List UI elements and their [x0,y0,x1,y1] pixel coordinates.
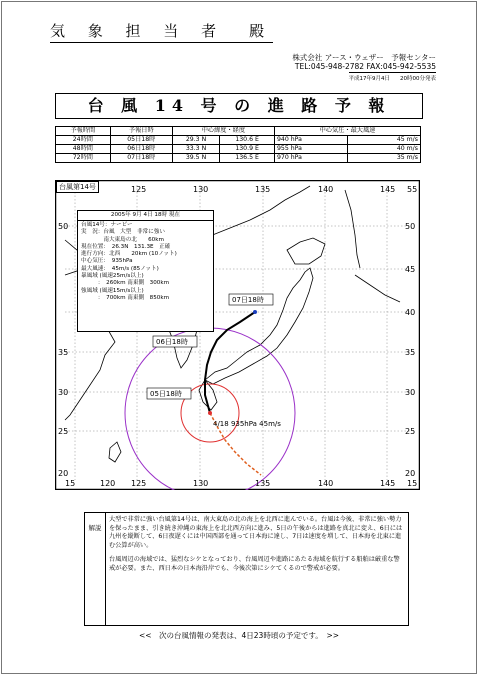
header-latlon: 中心緯度・経度 [172,127,274,136]
lon-tick-top: 130 [193,185,209,194]
cell-pressure: 955 hPa [274,145,347,154]
lon-tick: 130 [193,479,209,488]
status-line: 南大東島の北 60km [81,236,164,243]
day7-position-marker [253,310,257,314]
cell-datetime: 05日18時 [110,136,172,145]
current-status-box [77,210,214,332]
explanation-box [84,512,409,626]
lat-tick-right: 45 [405,265,416,274]
label-day7: 07日18時 [232,296,264,304]
status-line: 現在位置： 26.3N 131.3E 正確 [81,243,171,250]
lat-tick: 25 [58,427,69,436]
header-pressure-wind: 中心気圧・最大風速 [274,127,420,136]
cell-pressure: 940 hPa [274,136,347,145]
corner-bottom-left: 15 [65,479,76,488]
explanation-label: 解説 [85,513,106,625]
status-heading: 2005年 9月 4日 18時 現在 [78,211,213,221]
status-line: 暴風域 (風速25m/s以上) [81,273,144,280]
lat-tick: 35 [58,348,69,357]
cell-datetime: 07日18時 [110,154,172,163]
forecast-table [55,126,421,163]
lat-tick: 30 [58,388,69,397]
issued-date: 平成17年9月4日 [348,76,390,82]
cell-period: 48時間 [56,145,111,154]
status-line: 台風14号：ナービー [81,222,133,228]
corner-top-right: 55 [407,185,418,194]
company-name: 株式会社 アース・ウェザー 予報センター [292,53,436,62]
lat-tick-right: 50 [405,222,416,231]
cell-period: 72時間 [56,154,111,163]
contact-info: TEL:045-948-2782 FAX:045-942-5535 [294,62,436,71]
explanation-paragraph: 大型で非常に強い台風第14号は、南大東島の北の海上を北西に進んでいる。台風は今後、非常に強い勢力を保ったまま、引き続き沖縄の東海上を北北西方向に進み、5日の午後からは進路を真北に変え、6日には九州を縦断して、6日夜遅くには中国西部を通って日本海に達し、7日は速度を増して、日本海を北東に進む公算が高い。 [109,516,403,549]
header-period: 予報時間 [56,127,111,136]
cell-lon: 136.5 E [220,154,275,163]
forecast-header-row [56,127,421,136]
cell-wind: 45 m/s [347,136,420,145]
map-title: 台風第14号 [56,181,99,193]
status-line: 中心気圧： 935hPa [81,258,133,265]
lon-tick-top: 135 [255,185,271,194]
status-line: ： 260km 南東側 300km [81,280,170,287]
cell-wind: 35 m/s [347,154,420,163]
status-line: 最大風速： 45m/s (85ノット) [81,265,159,272]
issued-time: 20時00分発表 [400,76,436,82]
status-line: 実 況：台風 大型 非常に強い [81,229,165,236]
issued-at [349,72,437,82]
next-update-note: << 次の台風情報の発表は、4日23時頃の予定です。 >> [138,631,340,640]
cell-lat: 33.3 N [172,145,219,154]
header-datetime: 予報日時 [110,127,172,136]
page-title: 台 風 14 号 の 進 路 予 報 [55,93,423,119]
explanation-paragraph: 台風周辺の海域では、猛烈なシケとなっており、台風周辺や進路にあたる海域を航行する船舶は厳重な警戒が必要。また、西日本の日本海沿岸でも、今後次第にシケてくるので警戒が必要。 [109,556,400,572]
status-line: 強風域 (風速15m/s以上) [81,287,144,294]
status-body [78,221,213,303]
cell-period: 24時間 [56,136,111,145]
typhoon-track-map [55,180,420,490]
cell-pressure: 970 hPa [274,154,347,163]
cell-lon: 130.6 E [220,136,275,145]
lon-tick-top: 125 [131,185,147,194]
lon-tick: 140 [318,479,334,488]
lat-tick-right: 25 [405,427,416,436]
table-row [56,136,421,145]
explanation-text [109,516,403,580]
cell-lon: 130.9 E [220,145,275,154]
addressee: 気 象 担 当 者 殿 [50,20,273,43]
cell-lat: 39.5 N [172,154,219,163]
lat-tick: 20 [58,469,69,478]
status-line: ： 700km 南東側 850km [81,294,170,301]
lon-tick-top: 140 [318,185,334,194]
corner-bottom-right: 15 [407,479,418,488]
lon-tick-top: 145 [380,185,396,194]
lat-tick-right: 40 [405,308,416,317]
lat-tick: 50 [58,222,69,231]
cell-datetime: 06日18時 [110,145,172,154]
table-row [56,145,421,154]
lat-tick-right: 35 [405,348,416,357]
label-day5: 05日18時 [150,390,182,398]
lon-tick: 125 [131,479,147,488]
lon-tick: 135 [255,479,271,488]
cell-lat: 29.3 N [172,136,219,145]
label-current: 4/18 935hPa 45m/s [213,420,281,428]
lon-tick: 120 [100,479,116,488]
current-position-marker [208,411,212,415]
lat-tick-right: 20 [405,469,416,478]
cell-wind: 40 m/s [347,145,420,154]
label-day6: 06日18時 [156,338,188,346]
status-line: 進行方向：北西 20km (10ノット) [81,251,177,258]
lat-tick-right: 30 [405,388,416,397]
table-row [56,154,421,163]
lon-tick: 145 [380,479,396,488]
